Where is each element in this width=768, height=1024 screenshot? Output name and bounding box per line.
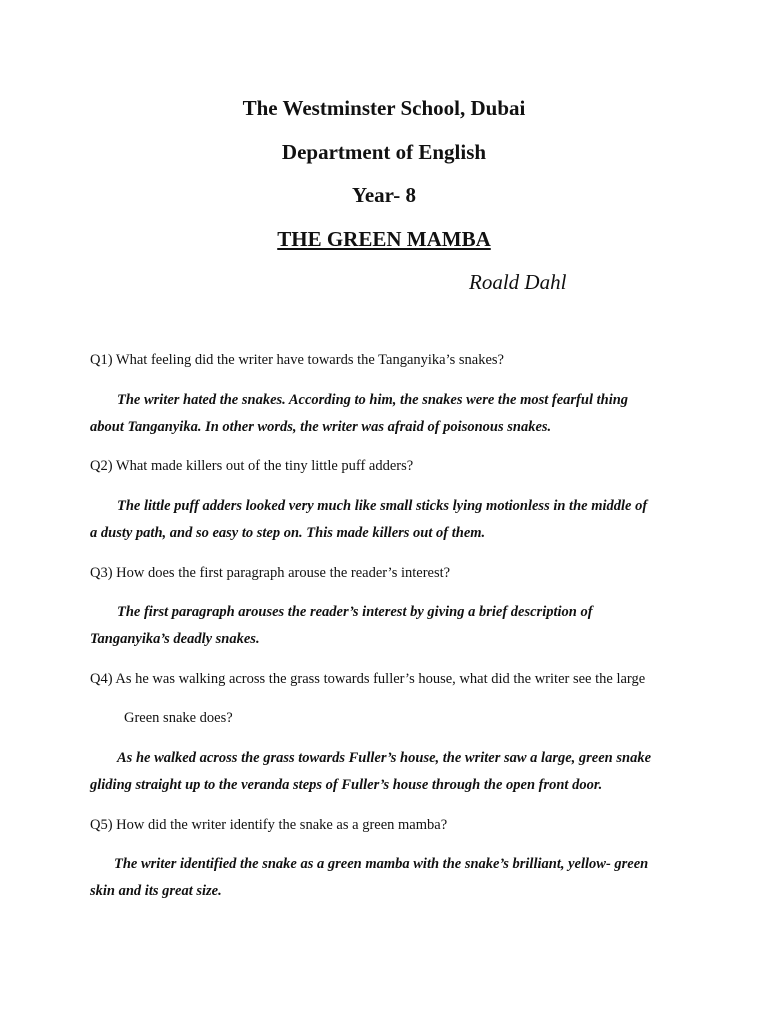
answer-5-line-2: skin and its great size. [90,882,222,899]
answer-2 [90,493,690,546]
school-name: The Westminster School, Dubai [242,96,526,120]
answer-1-line-1: The writer hated the snakes. According to him, the snakes were the most fearful thing [117,392,629,408]
question-2: Q2) What made killers out of the tiny little puff adders? [90,458,414,474]
story-title-text: THE GREEN MAMBA [277,227,491,251]
department-name: Department of English [281,140,487,164]
question-5: Q5) How did the writer identify the snake as a green mamba? [90,817,448,833]
answer-1-line-2: about Tanganyika. In other words, the writer was afraid of poisonous snakes. [90,418,552,435]
year-label: Year- 8 [352,183,416,207]
question-4: Q4) As he was walking across the grass towards fuller’s house, what did the writer see the large [90,671,646,687]
author-name: Roald Dahl [469,270,567,294]
answer-5-line-1: The writer identified the snake as a green mamba with the snake’s brilliant, yellow- green [114,856,649,872]
question-4-continued: Green snake does? [124,710,233,726]
answer-2-line-2: a dusty path, and so easy to step on. This made killers out of them. [90,524,486,541]
answer-3 [90,599,690,652]
answer-4-line-2: gliding straight up to the veranda steps of Fuller’s house through the open front door. [90,776,603,793]
answer-3-line-1: The first paragraph arouses the reader’s interest by giving a brief description of [117,604,593,620]
answer-4-line-1: As he walked across the grass towards Fuller’s house, the writer saw a large, green snake [117,750,652,766]
question-1: Q1) What feeling did the writer have towards the Tanganyika’s snakes? [90,352,504,368]
story-title [0,227,768,251]
answer-4 [90,745,690,798]
answer-3-line-2: Tanganyika’s deadly snakes. [90,630,260,647]
answer-2-line-1: The little puff adders looked very much like small sticks lying motionless in the middle of [117,498,648,514]
answer-5 [90,851,690,904]
question-3: Q3) How does the first paragraph arouse the reader’s interest? [90,565,451,581]
answer-1 [90,387,690,440]
